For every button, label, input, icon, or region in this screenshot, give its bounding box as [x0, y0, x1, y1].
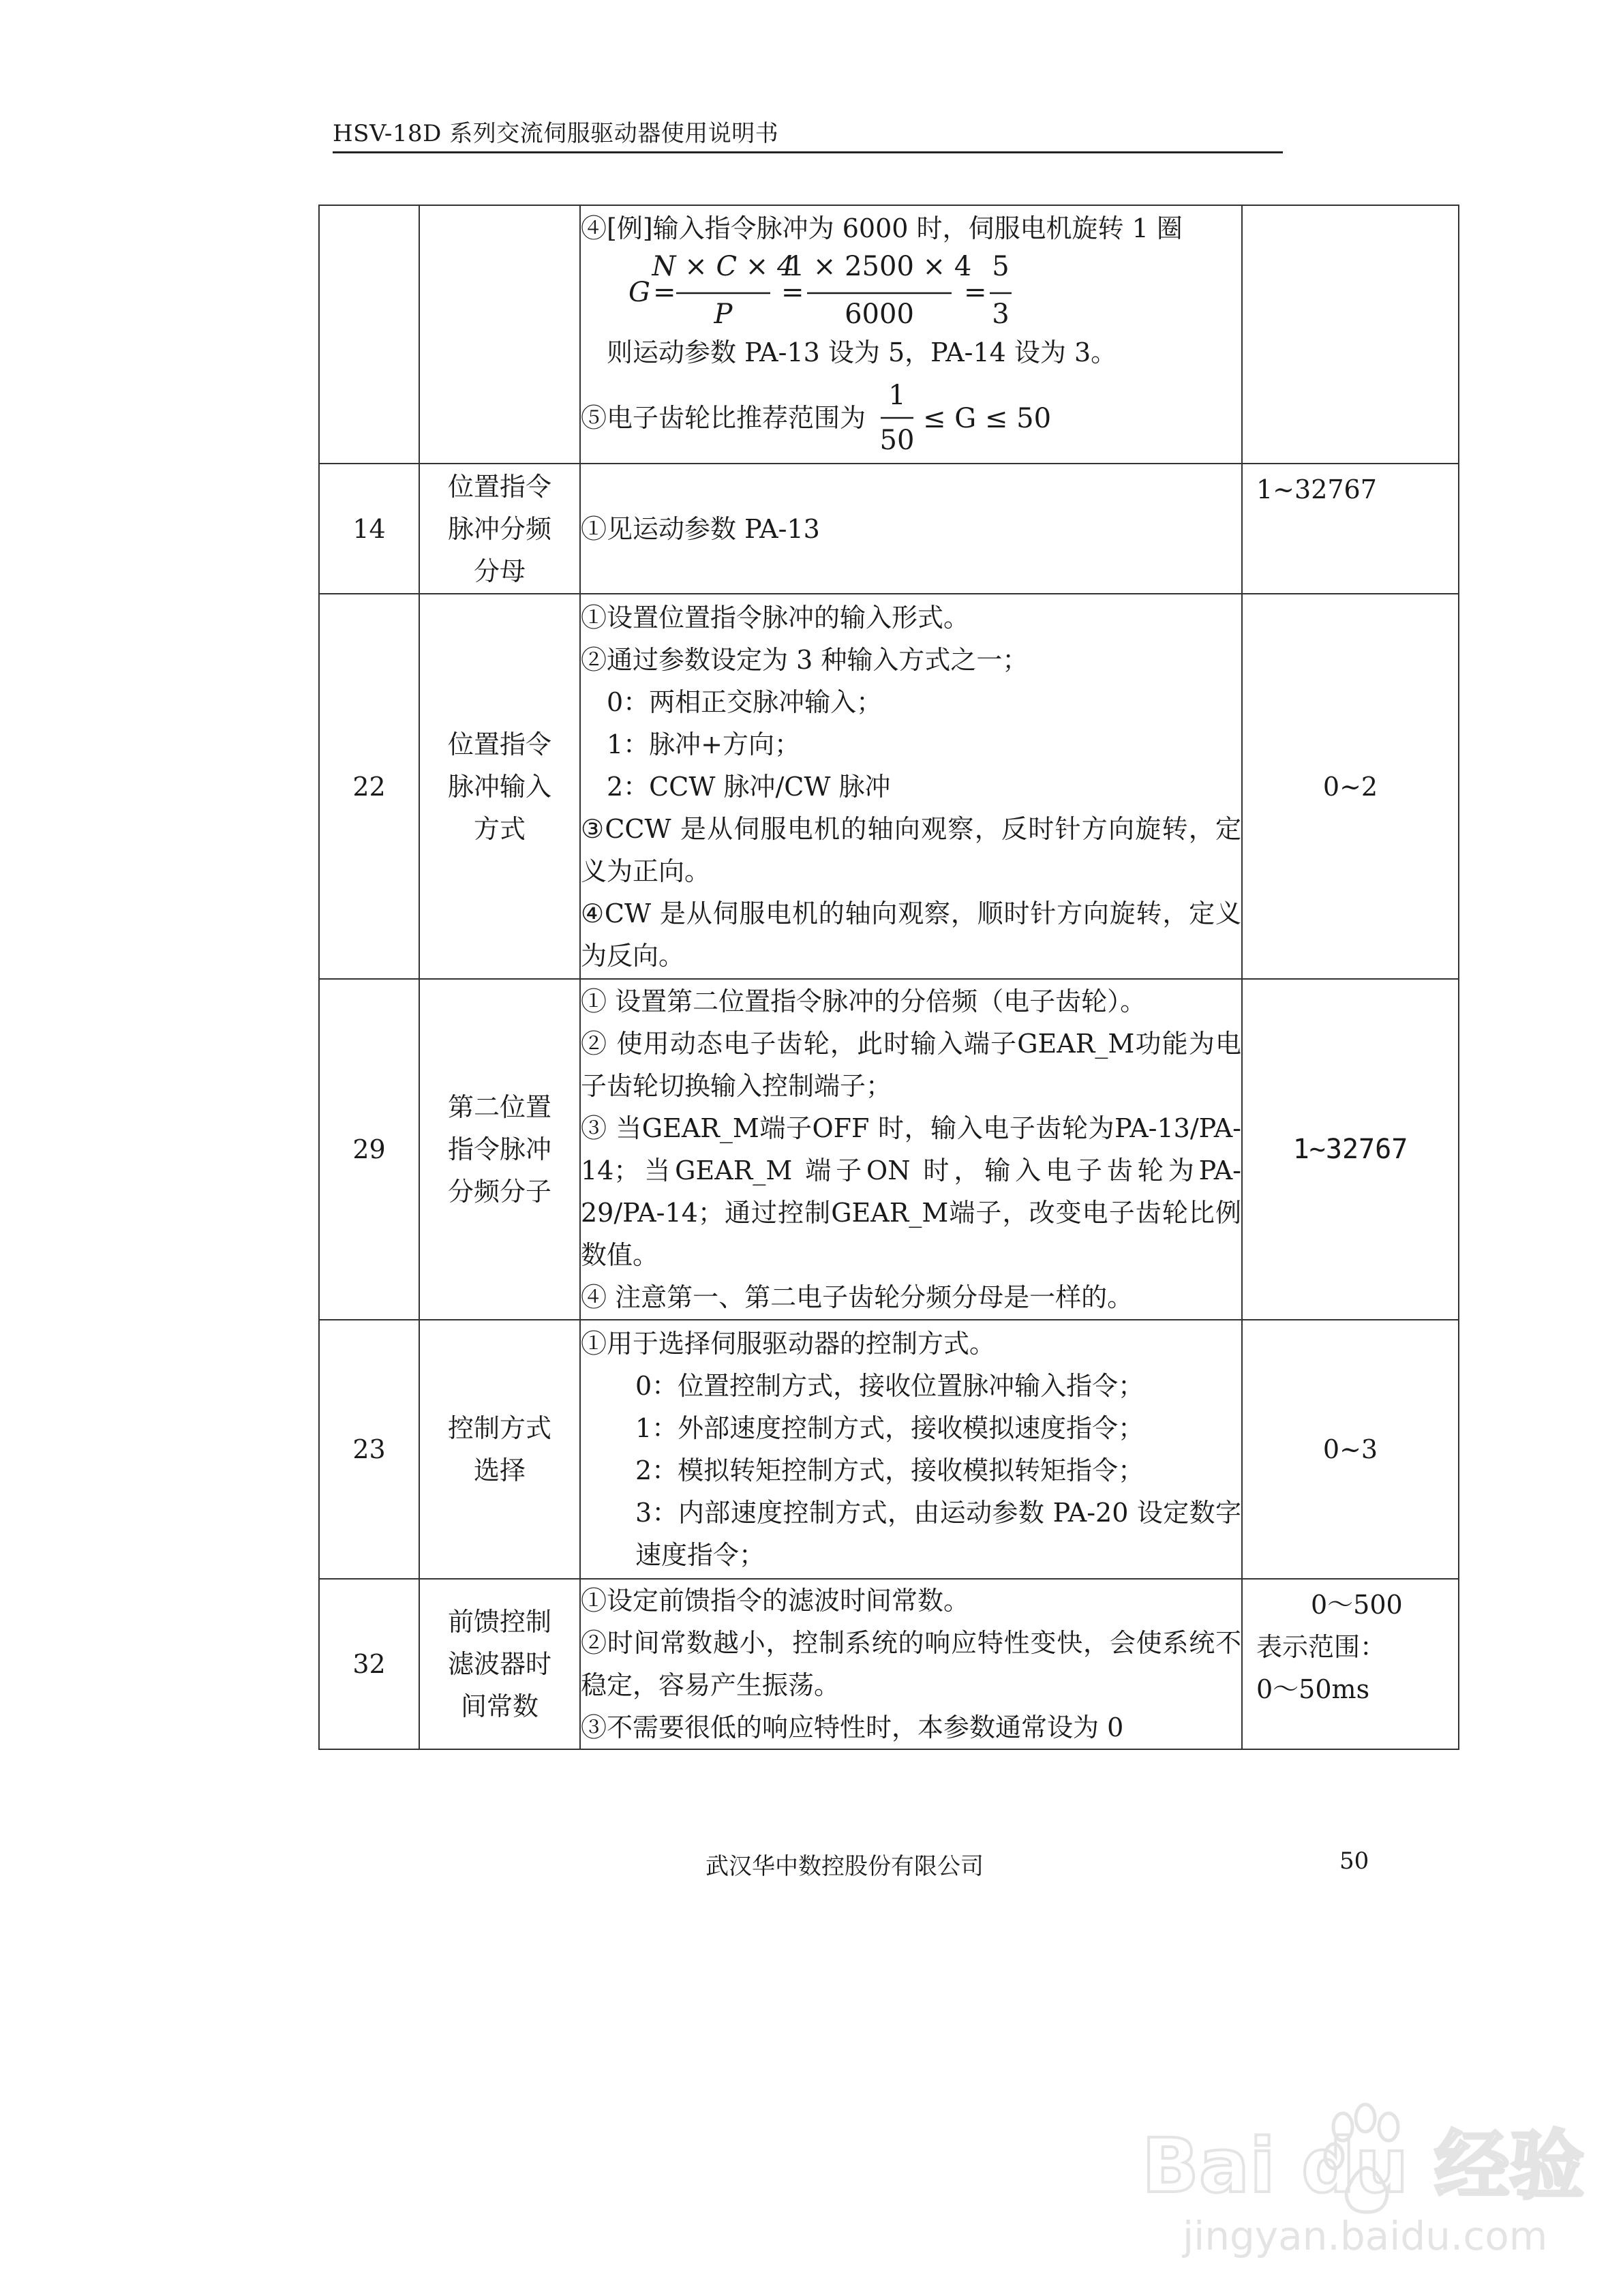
table-row	[319, 464, 1459, 594]
param-number: 32	[319, 1579, 419, 1749]
param-name-line: 前馈控制	[447, 1607, 551, 1637]
page-number: 50	[1339, 1847, 1369, 1875]
param-name-line: 指令脉冲	[447, 1134, 551, 1164]
desc-line: 1：外部速度控制方式，接收模拟速度指令；	[635, 1413, 1144, 1443]
formula-eq-3: =	[964, 276, 987, 308]
formula-lhs: G	[628, 276, 650, 308]
range-line: 0～50ms	[1256, 1674, 1370, 1704]
param-name	[419, 1320, 580, 1579]
desc-line: ② 使用动态电子齿轮，此时输入端子GEAR_M功能为电子齿轮切换输入控制端子；	[581, 1029, 1241, 1101]
param-name-line: 控制方式	[447, 1413, 551, 1443]
param-range: 0~3	[1242, 1320, 1459, 1579]
param-name-line: 位置指令	[447, 729, 551, 759]
param-name-line: 第二位置	[447, 1092, 551, 1122]
param-description	[580, 594, 1242, 979]
range-inequality	[877, 377, 1052, 459]
desc-line: ③ 当GEAR_M端子OFF 时，输入电子齿轮为PA-13/PA-14；当GEAR_M 端子ON 时，输入电子齿轮为PA-29/PA-14；通过控制GEAR_M端子，改变电子齿轮比例数值。	[581, 1113, 1241, 1270]
header-rule	[333, 151, 1283, 153]
desc-line: 0：两相正交脉冲输入；	[607, 686, 883, 717]
param-name-line: 脉冲分频	[447, 513, 551, 544]
desc-line: ③不需要很低的响应特性时，本参数通常设为 0	[581, 1712, 1124, 1742]
param-name-line: 分频分子	[447, 1177, 551, 1207]
param-description	[580, 1579, 1242, 1749]
formula-f3-den: 3	[992, 298, 1010, 330]
param-description	[580, 979, 1242, 1320]
desc-line: 2：模拟转矩控制方式，接收模拟转矩指令；	[635, 1455, 1144, 1485]
param-description	[580, 1320, 1242, 1579]
param-name-line: 滤波器时	[447, 1649, 551, 1679]
param-name	[419, 1579, 580, 1749]
param-number: 23	[319, 1320, 419, 1579]
ineq-rest: ≤ G ≤ 50	[923, 402, 1052, 434]
formula-f1-den: P	[714, 298, 733, 330]
gear-ratio-formula	[628, 251, 1119, 331]
parameter-table	[318, 205, 1459, 1750]
desc-line: ① 设置第二位置指令脉冲的分倍频（电子齿轮）。	[581, 986, 1147, 1016]
desc-line: 3：内部速度控制方式，由运动参数 PA-20 设定数字速度指令；	[635, 1498, 1241, 1570]
formula-eq-1: =	[653, 276, 676, 308]
param-description	[580, 464, 1242, 594]
param-name-line: 位置指令	[447, 471, 551, 502]
param-number: 29	[319, 979, 419, 1320]
param-name-line: 间常数	[460, 1691, 539, 1721]
param-name-line: 选择	[473, 1455, 526, 1485]
ineq-den: 50	[879, 424, 915, 456]
range-prefix: ⑤电子齿轮比推荐范围为	[581, 402, 866, 433]
table-row	[319, 1320, 1459, 1579]
formula-eq-2: =	[781, 276, 804, 308]
watermark-brand: Bai du 经验	[1142, 2122, 1585, 2209]
watermark-url: jingyan.baidu.com	[1183, 2213, 1548, 2259]
table-row	[319, 1579, 1459, 1749]
desc-line: 2：CCW 脉冲/CW 脉冲	[607, 771, 891, 802]
baidu-watermark	[1135, 2089, 1585, 2260]
desc-line: 1：脉冲+方向；	[607, 729, 801, 759]
param-number: 22	[319, 594, 419, 979]
desc-line: ①设定前馈指令的滤波时间常数。	[581, 1586, 970, 1616]
desc-line: ④CW 是从伺服电机的轴向观察，顺时针方向旋转，定义为反向。	[581, 898, 1241, 971]
param-name-line: 分母	[473, 556, 526, 586]
table-row	[319, 205, 1459, 464]
param-number	[319, 205, 419, 464]
table-row	[319, 979, 1459, 1320]
range-line: 表示范围：	[1256, 1632, 1386, 1662]
param-range: 1~32767	[1242, 464, 1459, 594]
desc-line: ④ 注意第一、第二电子齿轮分频分母是一样的。	[581, 1282, 1134, 1312]
formula-f3-num: 5	[992, 250, 1010, 282]
param-range	[1242, 1579, 1459, 1749]
formula-f1-num: N × C × 4	[652, 250, 795, 282]
desc-line: ②通过参数设定为 3 种输入方式之一；	[581, 644, 1029, 675]
page-header-title: HSV-18D 系列交流伺服驱动器使用说明书	[333, 120, 779, 147]
footer-company: 武汉华中数控股份有限公司	[706, 1853, 984, 1880]
ineq-num: 1	[888, 379, 906, 411]
result-line: 则运动参数 PA-13 设为 5，PA-14 设为 3。	[607, 337, 1117, 367]
table-row	[319, 594, 1459, 979]
param-range: 0~2	[1242, 594, 1459, 979]
param-range	[1242, 205, 1459, 464]
range-recommendation	[581, 374, 1241, 462]
formula-f2-num: 1 × 2500 × 4	[787, 250, 972, 282]
param-name-line: 方式	[473, 813, 526, 844]
param-name	[419, 205, 580, 464]
desc-line: ①用于选择伺服驱动器的控制方式。	[581, 1329, 996, 1359]
desc-line: ①设置位置指令脉冲的输入形式。	[581, 602, 970, 633]
param-range: 1~32767	[1242, 979, 1459, 1320]
range-line: 0～500	[1311, 1590, 1403, 1620]
param-number: 14	[319, 464, 419, 594]
param-name	[419, 594, 580, 979]
desc-line: 0：位置控制方式，接收位置脉冲输入指令；	[635, 1371, 1144, 1401]
param-description	[580, 205, 1242, 464]
param-name	[419, 464, 580, 594]
desc-line: ③CCW 是从伺服电机的轴向观察，反时针方向旋转，定义为正向。	[581, 813, 1241, 886]
example-line: ④[例]输入指令脉冲为 6000 时，伺服电机旋转 1 圈	[581, 213, 1183, 243]
param-name-line: 脉冲输入	[447, 771, 551, 802]
param-name	[419, 979, 580, 1320]
desc-line: ②时间常数越小，控制系统的响应特性变快，会使系统不稳定，容易产生振荡。	[581, 1628, 1241, 1700]
desc-line: ①见运动参数 PA-13	[581, 513, 820, 544]
formula-f2-den: 6000	[845, 298, 914, 330]
